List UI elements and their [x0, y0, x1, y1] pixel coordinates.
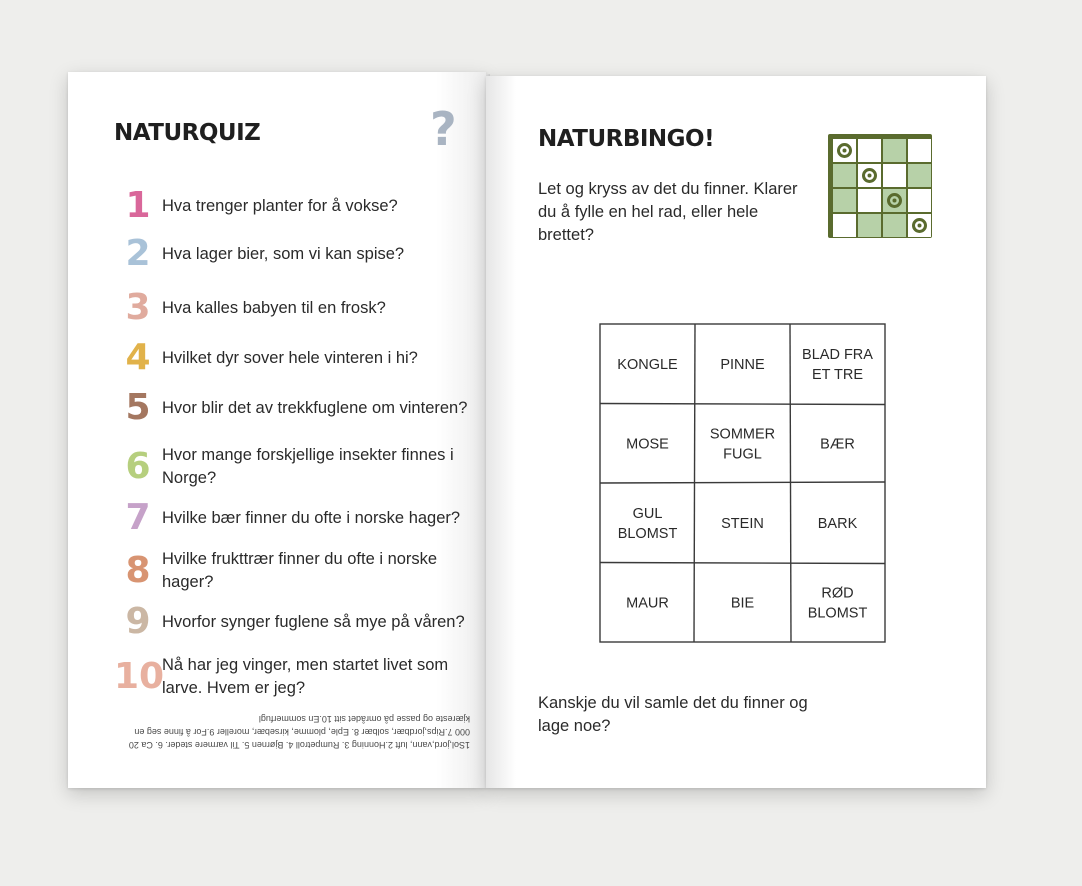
bingo-cell-label [820, 436, 855, 452]
logo-cell [833, 164, 856, 187]
logo-cell [858, 139, 881, 162]
bingo-cell-label-line: BIE [730, 595, 755, 612]
quiz-question-4 [114, 337, 474, 378]
logo-cell [858, 189, 881, 212]
quiz-question-number: 6 [125, 446, 151, 487]
logo-cell [908, 164, 931, 187]
quiz-question-number: 7 [125, 497, 151, 538]
bingo-cell-label-line: STEIN [721, 515, 764, 532]
quiz-question-1 [114, 185, 474, 226]
logo-marker-dot [893, 199, 897, 203]
bingo-grid-line [600, 563, 885, 564]
quiz-question-text: Hvorfor synger fuglene så mye på våren? [162, 612, 465, 631]
bingo-cell-label-line: MOSE [626, 436, 669, 453]
bingo-cell-label [720, 357, 765, 373]
bingo-grid-line [600, 482, 885, 483]
quiz-question-text: Hvor mange forskjellige insekter finnes i Norge? [162, 446, 454, 487]
quiz-question-number: 10 [114, 656, 165, 697]
bingo-cell-label-line: BLOMST [807, 605, 868, 622]
quiz-question-text: Hvilket dyr sover hele vinteren i hi? [162, 348, 418, 367]
bingo-cell-label [617, 357, 678, 373]
quiz-question-number: 9 [125, 601, 151, 642]
logo-cell [883, 214, 906, 237]
quiz-question-text: Hva lager bier, som vi kan spise? [162, 244, 405, 263]
quiz-question-text: Hva trenger planter for å vokse? [162, 196, 398, 215]
logo-cell [908, 139, 931, 162]
bingo-cell-label [710, 426, 775, 462]
quiz-question-number: 4 [125, 337, 151, 378]
quiz-question-number: 8 [125, 550, 151, 591]
bingo-cell-label-line: ET TRE [811, 366, 864, 383]
quiz-question-number: 2 [125, 233, 151, 274]
quiz-question-text: Hvilke frukttrær finner du ofte i norske hager? [162, 550, 438, 591]
logo-cell [833, 214, 856, 237]
bingo-outro-text: Kanskje du vil samle det du finner og lage noe? [538, 694, 808, 735]
bingo-cell-label [802, 347, 873, 383]
quiz-page [68, 72, 486, 788]
quiz-question-8 [114, 548, 474, 594]
quiz-question-3 [114, 287, 474, 328]
quiz-question-text: Hva kalles babyen til en frosk? [162, 298, 386, 317]
question-mark-icon: ? [430, 102, 457, 156]
bingo-cell-label-line: FUGL [723, 446, 762, 463]
quiz-question-5 [114, 387, 474, 428]
quiz-question-number: 5 [125, 387, 151, 428]
logo-cell [833, 189, 856, 212]
bingo-cell-label [626, 595, 669, 611]
quiz-answers-upside-down: 1Sol,jord,vann, luft 2.Honning 3. Rumpetroll 4. Bjørnen 5. Til varmere steder. 6. Ca 20 000 7.Rips,jordbær, solbær 8. Eple, plomme, kirsebær, moreller 9.For å finne seg en kjæreste og passe på området sitt 10.En sommerfugl [128, 714, 470, 750]
bingo-title: NATURBINGO! [538, 126, 715, 152]
bingo-cell-label-line: GUL [632, 505, 663, 522]
bingo-cell-label [818, 516, 858, 532]
quiz-question-6 [114, 444, 474, 490]
bingo-cell-label-line: BÆR [820, 436, 855, 453]
bingo-grid-line [600, 404, 885, 405]
logo-cell [883, 164, 906, 187]
logo-cell [883, 139, 906, 162]
bingo-cell-label [618, 506, 678, 542]
bingo-cell-label [626, 436, 669, 452]
bingo-intro-text: Let og kryss av det du finner. Klarer du å fylle en hel rad, eller hele brettet? [538, 180, 798, 244]
bingo-cell-label-line: PINNE [720, 356, 765, 373]
bingo-cell-label-line: MAUR [626, 595, 669, 612]
logo-cell [858, 214, 881, 237]
quiz-question-text: Hvor blir det av trekkfuglene om vinteren? [162, 398, 468, 417]
bingo-cell-label-line: SOMMER [709, 426, 776, 443]
bingo-cell-label-line: RØD [821, 585, 854, 602]
logo-marker-dot [918, 224, 922, 228]
quiz-question-10 [114, 654, 474, 700]
logo-marker-dot [843, 149, 847, 153]
quiz-question-2 [114, 233, 474, 274]
quiz-question-number: 1 [125, 185, 151, 226]
quiz-question-9 [114, 601, 474, 642]
bingo-board-icon [828, 134, 932, 238]
bingo-cell-label [808, 585, 868, 621]
quiz-question-text: Nå har jeg vinger, men startet livet som larve. Hvem er jeg? [162, 656, 449, 697]
quiz-question-number: 3 [125, 287, 151, 328]
logo-marker-dot [868, 174, 872, 178]
quiz-question-text: Hvilke bær finner du ofte i norske hager? [162, 508, 461, 527]
bingo-cell-label-line: BLAD FRA [802, 346, 873, 363]
quiz-question-7 [114, 497, 474, 538]
bingo-cell-label-line: BLOMST [617, 525, 678, 542]
bingo-cell-label [731, 595, 755, 611]
bingo-cell-label [721, 516, 764, 532]
bingo-grid [598, 322, 888, 648]
bingo-cell-label-line: BARK [817, 515, 858, 532]
logo-cell [908, 189, 931, 212]
quiz-title: NATURQUIZ [114, 120, 261, 146]
bingo-page [486, 76, 986, 788]
bingo-cell-label-line: KONGLE [617, 356, 678, 373]
